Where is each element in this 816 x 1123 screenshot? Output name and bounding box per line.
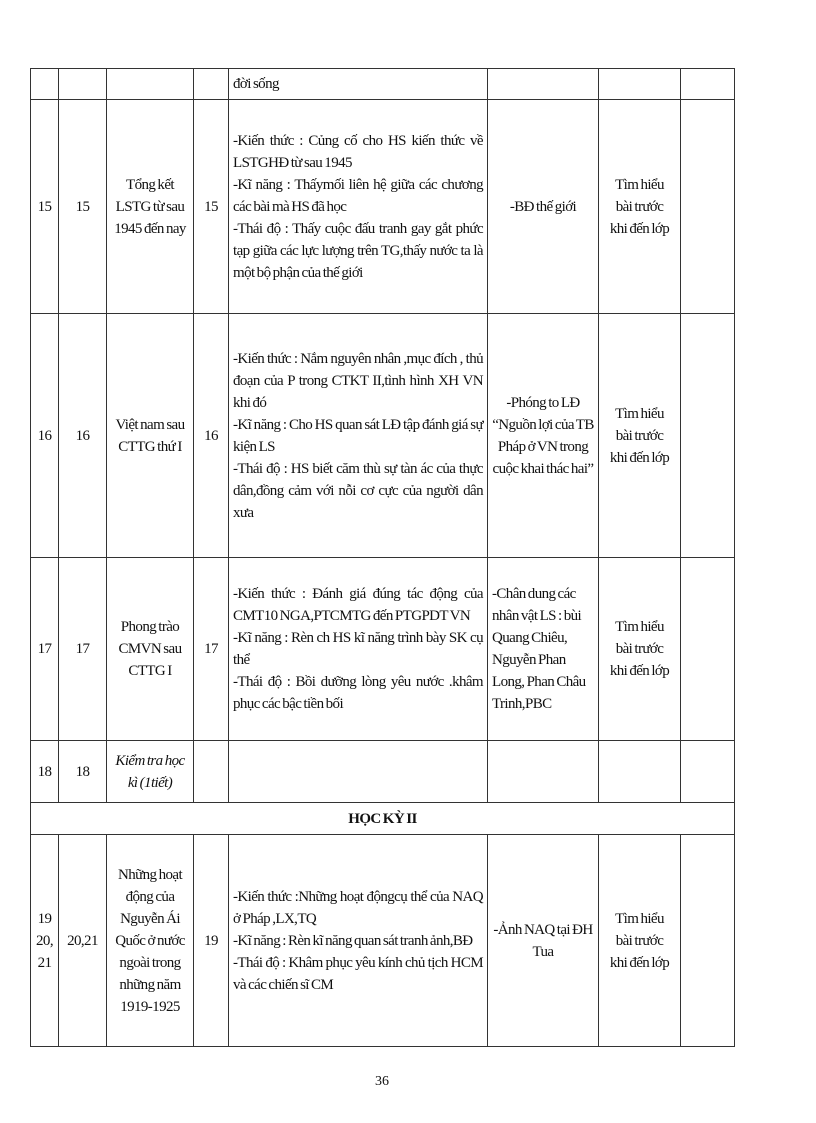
week-cell bbox=[31, 69, 59, 100]
objectives-cell bbox=[229, 100, 488, 314]
lesson-cell bbox=[59, 314, 107, 558]
title-cell-line: động của bbox=[125, 888, 175, 905]
objectives-cell bbox=[229, 314, 488, 558]
preparation-cell-line: khi đến lớp bbox=[609, 954, 670, 971]
week-cell-line: 20, bbox=[36, 932, 53, 949]
materials-cell bbox=[488, 741, 599, 803]
objectives-cell-line: -Kiến thức : Củng cố cho HS kiến thức về LSTGHĐ từ sau 1945 bbox=[233, 132, 483, 171]
materials-cell bbox=[488, 314, 599, 558]
notes-cell bbox=[681, 835, 735, 1047]
materials-cell bbox=[488, 558, 599, 741]
materials-cell bbox=[488, 100, 599, 314]
objectives-cell bbox=[229, 69, 488, 100]
preparation-cell-line: khi đến lớp bbox=[609, 220, 670, 237]
objectives-cell bbox=[229, 835, 488, 1047]
table-row bbox=[31, 558, 735, 741]
preparation-cell bbox=[599, 69, 681, 100]
week-cell-line: 21 bbox=[37, 954, 52, 971]
lesson-cell bbox=[59, 100, 107, 314]
notes-cell bbox=[681, 741, 735, 803]
semester-header-row bbox=[31, 803, 735, 835]
week-cell bbox=[31, 100, 59, 314]
title-cell-line: kì (1tiết) bbox=[127, 774, 173, 791]
title-cell-line: ngoài trong bbox=[119, 954, 181, 971]
title-cell-line: Quốc ở nước bbox=[115, 932, 185, 949]
objectives-cell-line: -Kĩ năng : Rèn kĩ năng quan sát tranh ảnh,BĐ bbox=[233, 932, 473, 949]
week-cell bbox=[31, 741, 59, 803]
lesson-no-cell-line: 17 bbox=[204, 641, 218, 657]
objectives-cell bbox=[229, 558, 488, 741]
objectives-cell-line: -Kiến thức :Những hoạt độngcụ thể của NAQ ở Pháp ,LX,TQ bbox=[233, 888, 483, 927]
title-cell bbox=[107, 69, 194, 100]
title-cell-line: CMVN sau bbox=[118, 641, 182, 657]
preparation-cell bbox=[599, 558, 681, 741]
title-cell bbox=[107, 835, 194, 1047]
title-cell-line: Nguyễn Ái bbox=[120, 910, 180, 927]
materials-cell-line: nhân vật LS : bùi bbox=[492, 608, 582, 624]
preparation-cell-line: bài trước bbox=[615, 198, 664, 215]
title-cell-line: Tổng kết bbox=[126, 176, 174, 193]
objectives-cell-line: -Kĩ năng : Rèn ch HS kĩ năng trình bày SK cụ thể bbox=[233, 630, 483, 668]
preparation-cell bbox=[599, 314, 681, 558]
week-cell-line: 16 bbox=[37, 427, 52, 444]
materials-cell-line: Pháp ở VN trong bbox=[497, 438, 589, 455]
lesson-cell bbox=[59, 741, 107, 803]
objectives-cell-line: -Kiến thức : Đánh giá đúng tác động của CMT10 NGA,PTCMTG đến PTGPDT VN bbox=[233, 586, 483, 624]
preparation-cell bbox=[599, 835, 681, 1047]
materials-cell-line: Quang Chiêu, bbox=[492, 630, 568, 646]
lesson-cell bbox=[59, 835, 107, 1047]
lesson-cell-line: 17 bbox=[75, 641, 90, 657]
title-cell bbox=[107, 314, 194, 558]
page-number: 36 bbox=[375, 1074, 389, 1089]
lesson-no-cell-line: 15 bbox=[204, 198, 218, 215]
objectives-cell-line: -Kiến thức : Nắm nguyên nhân ,mục đích , thủ đoạn của P trong CTKT II,tình hình XH VN khi đó bbox=[233, 350, 483, 411]
week-cell-line: 19 bbox=[37, 910, 52, 927]
title-cell-line: Những hoạt bbox=[117, 866, 183, 883]
preparation-cell-line: Tìm hiểu bbox=[615, 405, 664, 422]
preparation-cell-line: Tìm hiểu bbox=[615, 910, 664, 927]
materials-cell-line: Long, Phan Châu bbox=[492, 674, 586, 690]
objectives-cell-line: -Kĩ năng : Cho HS quan sát LĐ tập đánh giá sự kiện LS bbox=[233, 416, 483, 455]
materials-cell-line: Trinh,PBC bbox=[492, 696, 552, 712]
materials-cell-line: Tua bbox=[532, 943, 554, 960]
title-cell-line: 1945 đến nay bbox=[114, 220, 186, 237]
table-row bbox=[31, 100, 735, 314]
materials-cell bbox=[488, 69, 599, 100]
week-cell-line: 15 bbox=[37, 198, 52, 215]
lesson-cell bbox=[59, 558, 107, 741]
notes-cell bbox=[681, 314, 735, 558]
preparation-cell-line: bài trước bbox=[615, 641, 664, 657]
objectives-cell-line: -Kĩ năng : Thấymối liên hệ giữa các chương các bài mà HS đã học bbox=[233, 176, 483, 215]
lesson-cell-line: 16 bbox=[75, 427, 90, 444]
preparation-cell bbox=[599, 100, 681, 314]
title-cell-line: Việt nam sau bbox=[115, 416, 185, 433]
lesson-no-cell bbox=[194, 69, 229, 100]
title-cell-line: Phong trào bbox=[120, 619, 180, 635]
semester-header: HỌC KỲ II bbox=[31, 803, 735, 835]
week-cell-line: 18 bbox=[37, 763, 52, 780]
table-row bbox=[31, 741, 735, 803]
objectives-cell-line: -Thái độ : HS biết căm thù sự tàn ác của thực dân,đồng cảm với nỗi cơ cực của người dân xưa bbox=[233, 460, 483, 521]
lesson-no-cell bbox=[194, 741, 229, 803]
lesson-cell-line: 18 bbox=[75, 763, 90, 780]
lesson-plan-table bbox=[30, 68, 735, 1047]
title-cell-line: 1919-1925 bbox=[120, 998, 180, 1015]
objectives-cell-line: -Thái độ : Khâm phục yêu kính chủ tịch HCM và các chiến sĩ CM bbox=[233, 954, 483, 993]
title-cell bbox=[107, 741, 194, 803]
lesson-no-cell bbox=[194, 558, 229, 741]
week-cell bbox=[31, 558, 59, 741]
table-row bbox=[31, 314, 735, 558]
notes-cell bbox=[681, 558, 735, 741]
title-cell-line: những năm bbox=[119, 976, 181, 993]
lesson-no-cell bbox=[194, 835, 229, 1047]
objectives-cell-line: đời sống bbox=[233, 76, 279, 92]
materials-cell-line: -Phóng to LĐ bbox=[506, 394, 580, 411]
title-cell-line: Kiểm tra học bbox=[115, 752, 185, 769]
materials-cell-line: -BĐ thế giới bbox=[509, 198, 577, 215]
materials-cell-line: “Nguồn lợi của TB bbox=[492, 416, 594, 433]
title-cell-line: CTTG thứ I bbox=[118, 438, 182, 455]
notes-cell bbox=[681, 69, 735, 100]
title-cell bbox=[107, 558, 194, 741]
title-cell-line: LSTG từ sau bbox=[115, 198, 185, 215]
table-row bbox=[31, 835, 735, 1047]
preparation-cell-line: Tìm hiểu bbox=[615, 619, 664, 635]
objectives-cell-line: -Thái độ : Bồi dưỡng lòng yêu nước .khâm phục các bậc tiền bối bbox=[233, 674, 483, 712]
materials-cell-line: -Chân dung các bbox=[492, 586, 576, 602]
lesson-no-cell bbox=[194, 314, 229, 558]
lesson-cell-line: 20,21 bbox=[67, 932, 98, 949]
preparation-cell-line: khi đến lớp bbox=[609, 663, 670, 679]
objectives-cell-line: -Thái độ : Thấy cuộc đấu tranh gay gắt phức tạp giữa các lực lượng trên TG,thấy nước ta là một bộ phận của thế giới bbox=[233, 220, 483, 281]
objectives-cell bbox=[229, 741, 488, 803]
materials-cell-line: Nguyễn Phan bbox=[492, 652, 566, 668]
lesson-cell bbox=[59, 69, 107, 100]
week-cell bbox=[31, 314, 59, 558]
preparation-cell bbox=[599, 741, 681, 803]
preparation-cell-line: khi đến lớp bbox=[609, 449, 670, 466]
notes-cell bbox=[681, 100, 735, 314]
materials-cell-line: -Ảnh NAQ tại ĐH bbox=[493, 921, 593, 938]
preparation-cell-line: bài trước bbox=[615, 427, 664, 444]
title-cell-line: CTTG I bbox=[128, 663, 172, 679]
week-cell bbox=[31, 835, 59, 1047]
materials-cell bbox=[488, 835, 599, 1047]
week-cell-line: 17 bbox=[37, 641, 52, 657]
preparation-cell-line: Tìm hiểu bbox=[615, 176, 664, 193]
preparation-cell-line: bài trước bbox=[615, 932, 664, 949]
lesson-no-cell-line: 19 bbox=[204, 932, 218, 949]
lesson-no-cell-line: 16 bbox=[204, 427, 218, 444]
table-row bbox=[31, 69, 735, 100]
lesson-no-cell bbox=[194, 100, 229, 314]
title-cell bbox=[107, 100, 194, 314]
lesson-cell-line: 15 bbox=[75, 198, 90, 215]
materials-cell-line: cuộc khai thác hai” bbox=[492, 460, 594, 477]
